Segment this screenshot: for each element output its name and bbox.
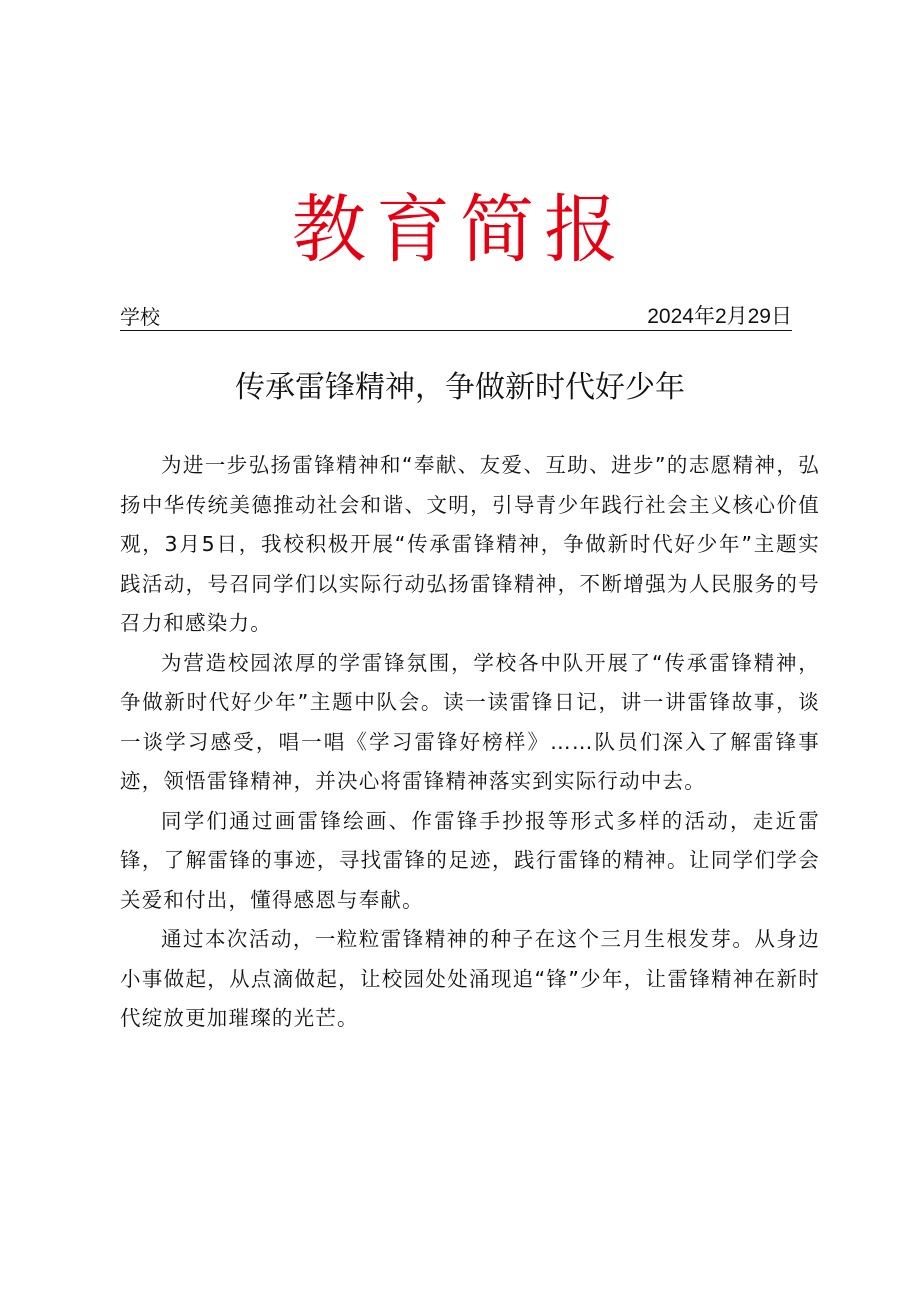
paragraph: 通过本次活动，一粒粒雷锋精神的种子在这个三月生根发芽。从身边小事做起，从点滴做起，让校园处处涌现追“锋”少年，让雷锋精神在新时代绽放更加璀璨的光芒。: [120, 927, 820, 1030]
paragraph: 为进一步弘扬雷锋精神和“奉献、友爱、互助、进步”的志愿精神，弘扬中华传统美德推动社会和谐、文明，引导青少年践行社会主义核心价值观，3月5日，我校积极开展“传承雷锋精神，争做新时代好少年”主题实践活动，号召同学们以实际行动弘扬雷锋精神，不断增强为人民服务的号召力和感染力。: [120, 453, 820, 635]
article-title: 传承雷锋精神，争做新时代好少年: [235, 370, 685, 405]
bulletin-masthead-title: 教育简报: [292, 187, 628, 273]
article-body: [120, 446, 820, 1039]
paragraph: 为营造校园浓厚的学雷锋氛围，学校各中队开展了“传承雷锋精神，争做新时代好少年”主题中队会。读一读雷锋日记，讲一讲雷锋故事，谈一谈学习感受，唱一唱《学习雷锋好榜样》……队员们深入了解雷锋事迹，领悟雷锋精神，并决心将雷锋精神落实到实际行动中去。: [120, 650, 820, 793]
school-label: 学校: [120, 305, 160, 329]
paragraph: 同学们通过画雷锋绘画、作雷锋手抄报等形式多样的活动，走近雷锋，了解雷锋的事迹，寻找雷锋的足迹，践行雷锋的精神。让同学们学会关爱和付出，懂得感恩与奉献。: [120, 808, 820, 912]
issue-date: 2024年2月29日: [647, 305, 792, 328]
header-info-line: [120, 304, 792, 331]
